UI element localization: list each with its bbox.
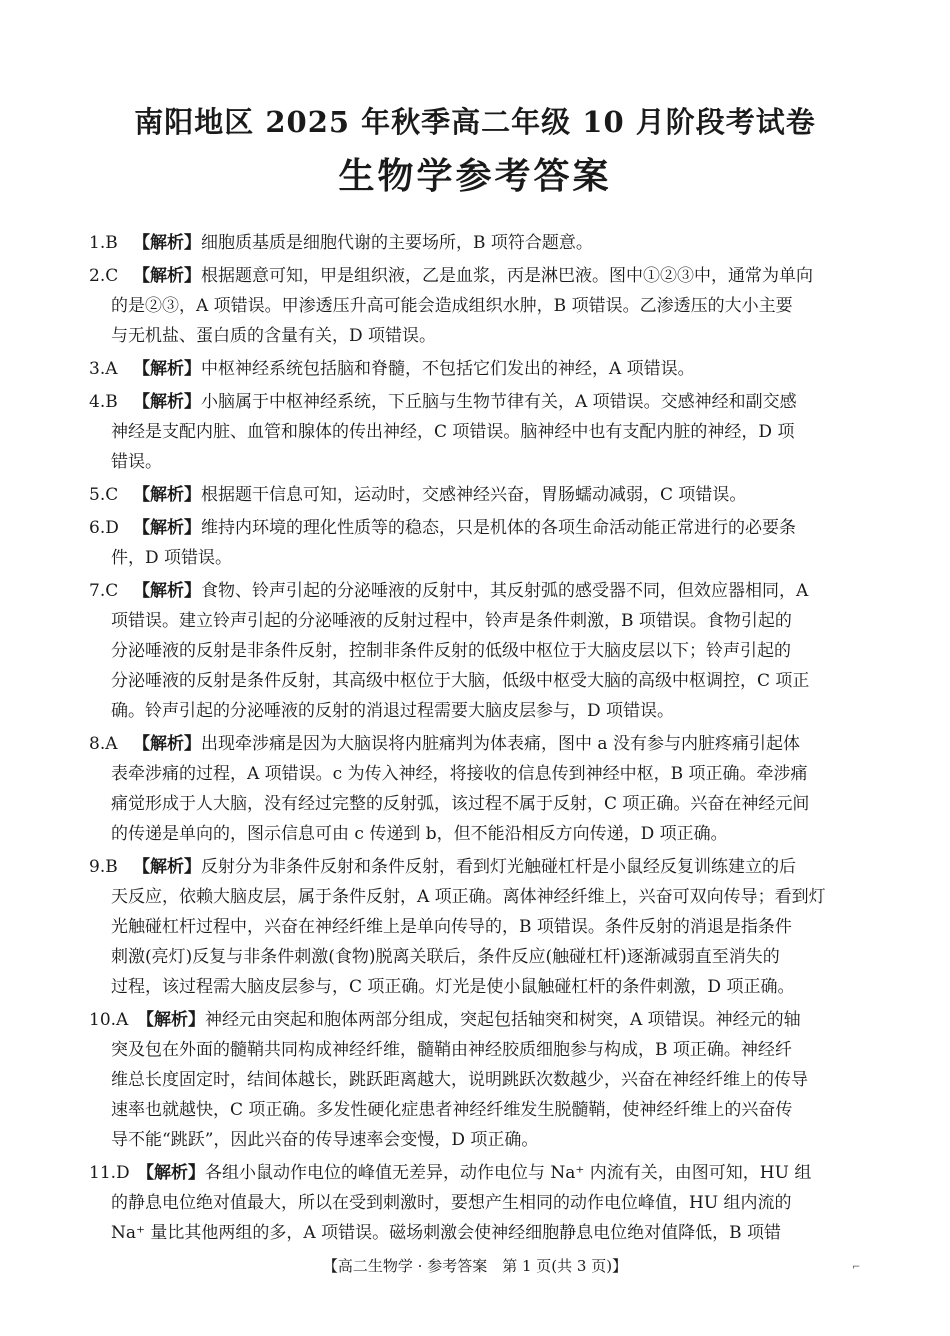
analysis-tag: 【解析】 [133, 266, 201, 286]
page-footer: 【高二生物学 · 参考答案 第 1 页(共 3 页)】 [322, 1257, 628, 1275]
answer-line [89, 480, 865, 510]
answer-number: 2.C [89, 266, 119, 286]
answer-line [89, 759, 865, 789]
answer-line [89, 819, 865, 849]
answer-item [89, 354, 865, 384]
answer-line [89, 942, 865, 972]
answer-text: 维持内环境的理化性质等的稳态，只是机体的各项生命活动能正常进行的必要条 [201, 518, 796, 538]
answer-text: 细胞质基质是细胞代谢的主要场所，B 项符合题意。 [201, 233, 593, 253]
answer-line [89, 729, 865, 759]
answer-line [89, 447, 865, 477]
answer-line [89, 291, 865, 321]
answer-key-title: 生物学参考答案 [338, 155, 612, 197]
analysis-tag: 【解析】 [133, 581, 201, 601]
answer-item [89, 576, 865, 726]
answer-text: 刺激(亮灯)反复与非条件刺激(食物)脱离关联后，条件反应(触碰杠杆)逐渐减弱直至消失的 [111, 947, 780, 967]
answer-number: 10.A [89, 1010, 129, 1030]
analysis-tag: 【解析】 [133, 734, 201, 754]
answer-number: 7.C [89, 581, 119, 601]
answer-line [89, 1158, 865, 1188]
analysis-tag: 【解析】 [133, 857, 201, 877]
answer-text: 项错误。建立铃声引起的分泌唾液的反射过程中，铃声是条件刺激，B 项错误。食物引起的 [111, 611, 792, 631]
answer-line [89, 576, 865, 606]
answer-item [89, 729, 865, 849]
answer-number: 1.B [89, 233, 118, 253]
answer-line [89, 666, 865, 696]
answer-text: 导不能“跳跃”，因此兴奋的传导速率会变慢，D 项正确。 [111, 1130, 539, 1150]
answer-line [89, 912, 865, 942]
answer-line [89, 1218, 865, 1248]
answer-text: 过程，该过程需大脑皮层参与，C 项正确。灯光是使小鼠触碰杠杆的条件刺激，D 项正确。 [111, 977, 795, 997]
answer-text: 中枢神经系统包括脑和脊髓，不包括它们发出的神经，A 项错误。 [201, 359, 695, 379]
answer-line [89, 321, 865, 351]
answer-text: 的传递是单向的，图示信息可由 c 传递到 b，但不能沿相反方向传递，D 项正确。 [111, 824, 728, 844]
answer-line [89, 228, 865, 258]
answer-text: Na⁺ 量比其他两组的多，A 项错误。磁场刺激会使神经细胞静息电位绝对值降低，B 项错 [111, 1223, 781, 1243]
answer-line [89, 1125, 865, 1155]
answer-text: 光触碰杠杆过程中，兴奋在神经纤维上是单向传导的，B 项错误。条件反射的消退是指条件 [111, 917, 792, 937]
answer-line [89, 636, 865, 666]
answer-number: 3.A [89, 359, 118, 379]
answer-text: 的是②③，A 项错误。甲渗透压升高可能会造成组织水肿，B 项错误。乙渗透压的大小主要 [111, 296, 793, 316]
answer-item [89, 1158, 865, 1248]
answer-line [89, 261, 865, 291]
analysis-tag: 【解析】 [133, 518, 201, 538]
answer-text: 与无机盐、蛋白质的含量有关，D 项错误。 [111, 326, 437, 346]
answer-text: 错误。 [111, 452, 162, 472]
answer-text: 表牵涉痛的过程，A 项错误。c 为传入神经，将接收的信息传到神经中枢，B 项正确。牵涉痛 [111, 764, 808, 784]
answer-text: 小脑属于中枢神经系统，下丘脑与生物节律有关，A 项错误。交感神经和副交感 [201, 392, 797, 412]
answer-text: 神经是支配内脏、血管和腺体的传出神经，C 项错误。脑神经中也有支配内脏的神经，D 项 [111, 422, 795, 442]
answer-number: 5.C [89, 485, 119, 505]
answer-item [89, 480, 865, 510]
answer-line [89, 789, 865, 819]
analysis-tag: 【解析】 [133, 233, 201, 253]
answer-text: 维总长度固定时，结间体越长，跳跃距离越大，说明跳跃次数越少，兴奋在神经纤维上的传导 [111, 1070, 808, 1090]
answer-line [89, 1188, 865, 1218]
answer-line [89, 1095, 865, 1125]
analysis-tag: 【解析】 [137, 1163, 205, 1183]
answer-number: 11.D [89, 1163, 130, 1183]
answer-number: 4.B [89, 392, 118, 412]
answer-line [89, 1035, 865, 1065]
answer-text: 突及包在外面的髓鞘共同构成神经纤维，髓鞘由神经胶质细胞参与构成，B 项正确。神经纤 [111, 1040, 792, 1060]
answer-list [89, 228, 865, 1251]
answer-line [89, 1005, 865, 1035]
answer-line [89, 972, 865, 1002]
answer-text: 的静息电位绝对值最大，所以在受到刺激时，要想产生相同的动作电位峰值，HU 组内流的 [111, 1193, 792, 1213]
answer-text: 确。铃声引起的分泌唾液的反射的消退过程需要大脑皮层参与，D 项错误。 [111, 701, 675, 721]
analysis-tag: 【解析】 [137, 1010, 205, 1030]
answer-number: 6.D [89, 518, 119, 538]
answer-line [89, 417, 865, 447]
answer-text: 根据题干信息可知，运动时，交感神经兴奋，胃肠蠕动减弱，C 项错误。 [201, 485, 747, 505]
answer-text: 根据题意可知，甲是组织液，乙是血浆，丙是淋巴液。图中①②③中，通常为单向 [201, 266, 813, 286]
answer-text: 出现牵涉痛是因为大脑误将内脏痛判为体表痛，图中 a 没有参与内脏疼痛引起体 [201, 734, 800, 754]
answer-line [89, 606, 865, 636]
answer-text: 件，D 项错误。 [111, 548, 233, 568]
analysis-tag: 【解析】 [133, 485, 201, 505]
answer-item [89, 513, 865, 573]
answer-text: 天反应，依赖大脑皮层，属于条件反射，A 项正确。离体神经纤维上，兴奋可双向传导；看到灯 [111, 887, 826, 907]
answer-number: 9.B [89, 857, 118, 877]
answer-text: 各组小鼠动作电位的峰值无差异，动作电位与 Na⁺ 内流有关，由图可知，HU 组 [205, 1163, 812, 1183]
answer-line [89, 354, 865, 384]
answer-line [89, 387, 865, 417]
answer-number: 8.A [89, 734, 118, 754]
answer-item [89, 387, 865, 477]
answer-item [89, 228, 865, 258]
answer-line [89, 1065, 865, 1095]
answer-text: 分泌唾液的反射是条件反射，其高级中枢位于大脑，低级中枢受大脑的高级中枢调控，C 项正 [111, 671, 810, 691]
analysis-tag: 【解析】 [133, 392, 201, 412]
answer-item [89, 852, 865, 1002]
answer-text: 神经元由突起和胞体两部分组成，突起包括轴突和树突，A 项错误。神经元的轴 [205, 1010, 801, 1030]
answer-text: 分泌唾液的反射是非条件反射，控制非条件反射的低级中枢位于大脑皮层以下；铃声引起的 [111, 641, 791, 661]
corner-mark: ⌐ [852, 1262, 861, 1273]
answer-text: 反射分为非条件反射和条件反射，看到灯光触碰杠杆是小鼠经反复训练建立的后 [201, 857, 796, 877]
analysis-tag: 【解析】 [133, 359, 201, 379]
answer-line [89, 513, 865, 543]
answer-line [89, 543, 865, 573]
answer-line [89, 696, 865, 726]
exam-title: 南阳地区 2025 年秋季高二年级 10 月阶段考试卷 [134, 105, 816, 139]
answer-text: 痛觉形成于人大脑，没有经过完整的反射弧，该过程不属于反射，C 项正确。兴奋在神经元间 [111, 794, 810, 814]
answer-text: 食物、铃声引起的分泌唾液的反射中，其反射弧的感受器不同，但效应器相同，A [201, 581, 809, 601]
answer-line [89, 852, 865, 882]
answer-item [89, 261, 865, 351]
answer-item [89, 1005, 865, 1155]
answer-text: 速率也就越快，C 项正确。多发性硬化症患者神经纤维发生脱髓鞘，使神经纤维上的兴奋传 [111, 1100, 793, 1120]
answer-line [89, 882, 865, 912]
